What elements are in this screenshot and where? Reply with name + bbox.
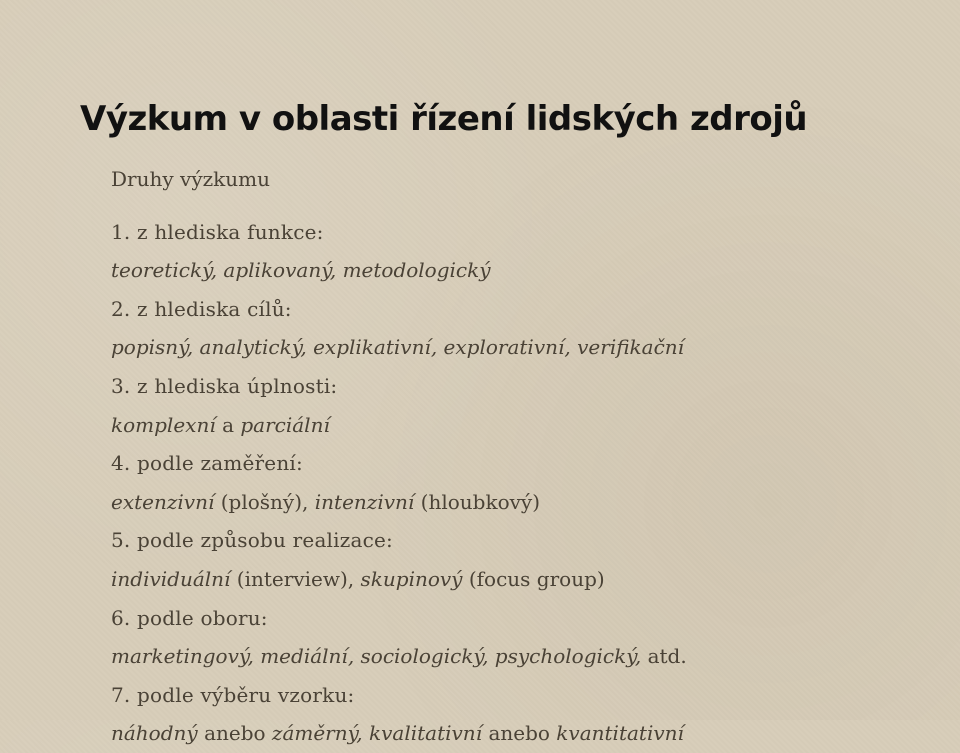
item-italic-text: náhodný (111, 721, 198, 746)
item-regular-text: (hloubkový) (414, 489, 541, 514)
item-regular-text: a (215, 412, 241, 437)
item-italic-text: individuální (111, 566, 231, 591)
section-items (111, 560, 941, 599)
item-italic-text: komplexní (111, 412, 216, 437)
item-italic-text: marketingový, mediální, sociologický, psychologický, (111, 644, 642, 669)
section-items (111, 714, 941, 753)
section-items (111, 328, 941, 367)
item-regular-text: atd. (641, 644, 687, 669)
item-regular-text: anebo (197, 721, 272, 746)
research-types-list (111, 213, 941, 753)
item-regular-text: (plošný), (214, 489, 315, 514)
section-heading: 1. z hlediska funkce: (111, 219, 324, 244)
section-heading: 4. podle zaměření: (111, 451, 303, 476)
section-items (111, 406, 941, 445)
slide-subtitle: Druhy výzkumu (111, 167, 270, 191)
section-heading: 2. z hlediska cílů: (111, 296, 292, 321)
item-italic-text: intenzivní (314, 489, 415, 514)
section-items (111, 483, 941, 522)
section-items (111, 251, 941, 290)
item-italic-text: skupinový (360, 566, 463, 591)
section-heading: 6. podle oboru: (111, 605, 268, 630)
section-heading: 7. podle výběru vzorku: (111, 682, 355, 707)
section-heading: 5. podle způsobu realizace: (111, 528, 393, 553)
item-italic-text: teoretický, aplikovaný, metodologický (111, 258, 491, 283)
item-italic-text: parciální (240, 412, 330, 437)
section-heading: 3. z hlediska úplnosti: (111, 373, 338, 398)
section-items (111, 637, 941, 676)
item-regular-text: anebo (482, 721, 557, 746)
item-italic-text: popisný, analytický, explikativní, explorativní, verifikační (111, 335, 685, 360)
item-regular-text: (focus group) (462, 566, 605, 591)
item-italic-text: záměrný, kvalitativní (271, 721, 483, 746)
slide-title: Výzkum v oblasti řízení lidských zdrojů (80, 99, 808, 139)
item-italic-text: extenzivní (111, 489, 215, 514)
slide-body (111, 160, 941, 753)
item-italic-text: kvantitativní (556, 721, 684, 746)
item-regular-text: (interview), (230, 566, 361, 591)
